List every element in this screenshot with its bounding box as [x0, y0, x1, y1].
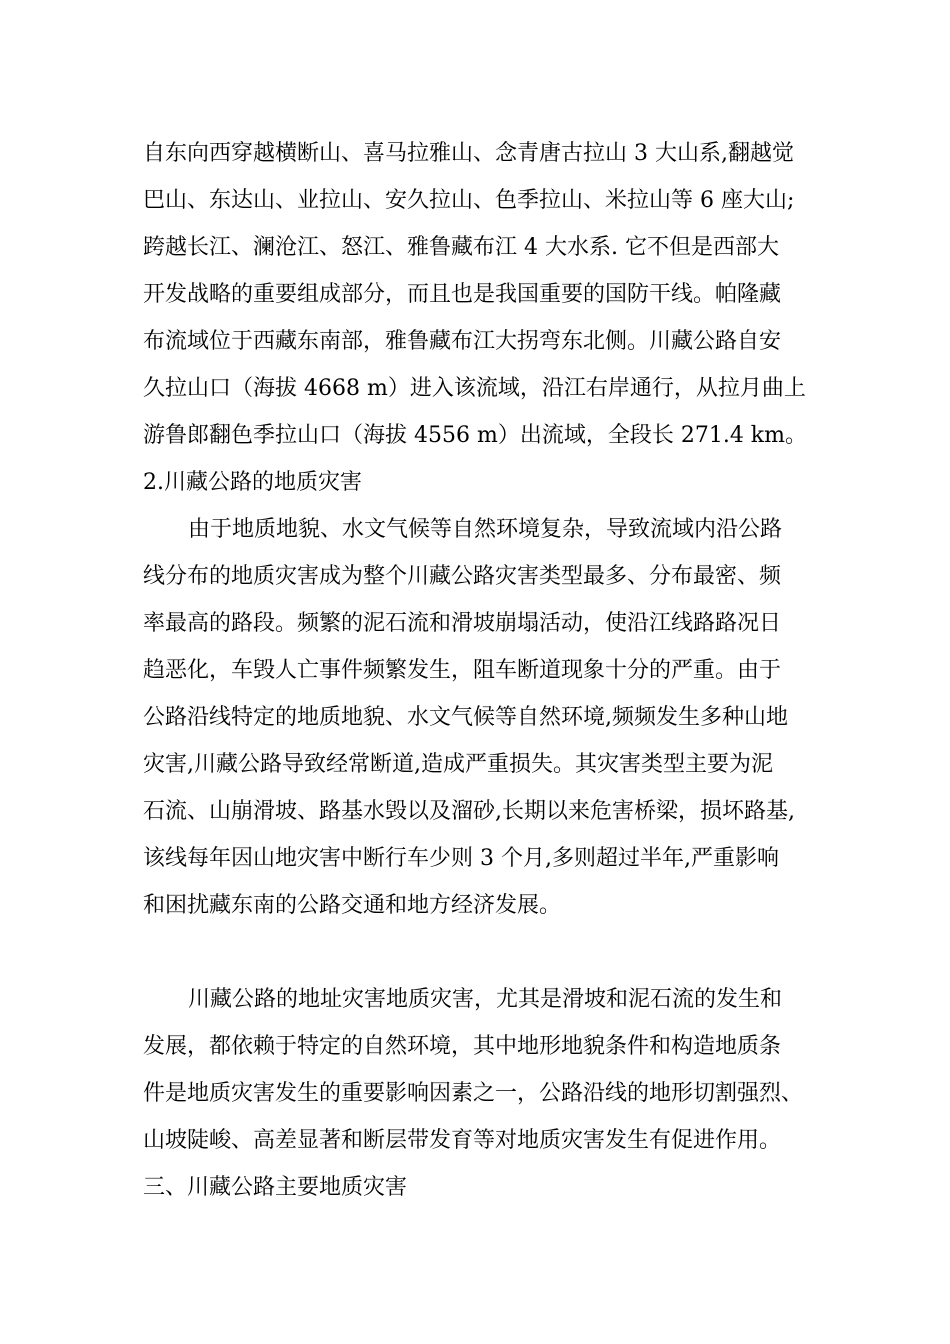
paragraph-first-line: 由于地质地貌、水文气候等自然环境复杂，导致流域内沿公路	[188, 517, 783, 542]
body-text-line: 巴山、东达山、业拉山、安久拉山、色季拉山、米拉山等 6 座大山;	[143, 188, 795, 213]
body-text-line: 开发战略的重要组成部分，而且也是我国重要的国防干线。帕隆藏	[143, 282, 782, 307]
body-text-line: 石流、山崩滑坡、路基水毁以及溜砂,长期以来危害桥梁，损坏路基,	[143, 799, 795, 824]
body-text-line: 游鲁郎翻色季拉山口（海拔 4556 m）出流域，全段长 271.4 km。	[143, 423, 807, 448]
body-text-line: 和困扰藏东南的公路交通和地方经济发展。	[143, 893, 562, 918]
body-text-line: 率最高的路段。频繁的泥石流和滑坡崩塌活动，使沿江线路路况日	[143, 611, 782, 636]
section-heading: 三、川藏公路主要地质灾害	[143, 1175, 408, 1200]
body-text-line: 自东向西穿越横断山、喜马拉雅山、念青唐古拉山 3 大山系,翻越觉	[143, 141, 794, 166]
body-text-line: 趋恶化，车毁人亡事件频繁发生，阻车断道现象十分的严重。由于	[143, 658, 782, 683]
body-text-line: 久拉山口（海拔 4668 m）进入该流域，沿江右岸通行，从拉月曲上	[143, 376, 806, 401]
paragraph-first-line: 川藏公路的地址灾害地质灾害，尤其是滑坡和泥石流的发生和	[188, 987, 783, 1012]
body-text-line: 线分布的地质灾害成为整个川藏公路灾害类型最多、分布最密、频	[143, 564, 782, 589]
body-text-line: 件是地质灾害发生的重要影响因素之一，公路沿线的地形切割强烈、	[143, 1081, 804, 1106]
body-text-line: 该线每年因山地灾害中断行车少则 3 个月,多则超过半年,严重影响	[143, 846, 779, 871]
body-text-line: 灾害,川藏公路导致经常断道,造成严重损失。其灾害类型主要为泥	[143, 752, 773, 777]
section-heading: 2.川藏公路的地质灾害	[143, 470, 362, 495]
body-text-line: 公路沿线特定的地质地貌、水文气候等自然环境,频频发生多种山地	[143, 705, 788, 730]
body-text-line: 跨越长江、澜沧江、怒江、雅鲁藏布江 4 大水系. 它不但是西部大	[143, 235, 779, 260]
body-text-line: 发展，都依赖于特定的自然环境，其中地形地貌条件和构造地质条	[143, 1034, 782, 1059]
body-text-line: 山坡陡峻、高差显著和断层带发育等对地质灾害发生有促进作用。	[143, 1128, 782, 1153]
body-text-line: 布流域位于西藏东南部，雅鲁藏布江大拐弯东北侧。川藏公路自安	[143, 329, 782, 354]
